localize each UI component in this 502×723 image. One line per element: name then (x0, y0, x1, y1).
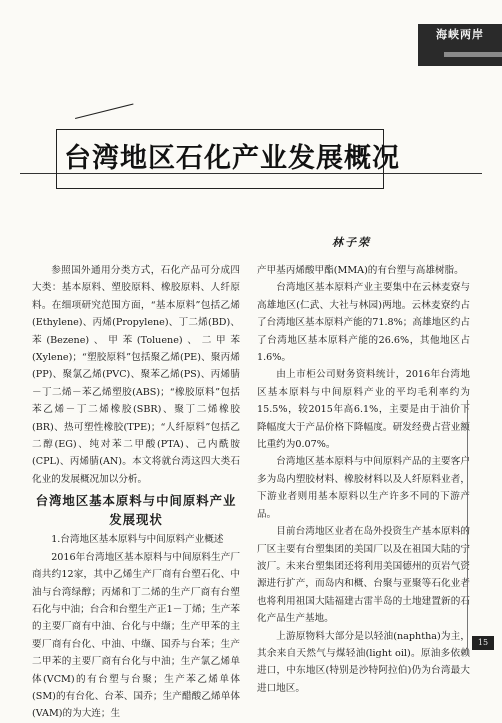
body-paragraph: 产甲基丙烯酸甲酯(MMA)的有台塑与高雄树脂。 (257, 265, 464, 276)
body-paragraph: 上游原物料大部分是以轻油(naphtha)为主，其余来自天然气与煤轻油(light oil)。原油多依赖进口，中东地区(特别是沙特阿拉伯)仍为台湾最大进口地区。 (257, 630, 470, 694)
body-paragraph: 2016年台湾地区基本原料与中间原料生产厂商共约12家，其中乙烯生产厂商有台塑石化、中油与台湾绿醇；丙烯和丁二烯的生产厂商有台塑石化与中油；台合和台塑生产正1－丁烯；生产苯的主要厂商有中油、台化与中缬；生产甲苯的主要厂商有台化、中油、中缬、国乔与台苯；生产二甲苯的主要厂商有台化与中油；生产氯乙烯单体(VCM)的有台塑与台聚；生产苯乙烯单体(SM)的有台化、台苯、国乔；生产醋酸乙烯单体(VAM)的为大连；生 (32, 551, 240, 720)
left-column (32, 262, 240, 723)
body-paragraph: 台湾地区基本原料与中间原料产品的主要客户多为岛内塑胶材料、橡胶材料以及人纤原料业者，下游业者则用基本原料以生产许多不同的下游产品。 (257, 456, 470, 520)
body-paragraph: 目前台湾地区业者在岛外投资生产基本原料的厂区主要有台塑集团的美国厂以及在祖国大陆的宁波厂。未来台塑集团还将利用美国德州的页岩气资源进行扩产，而岛内和概、台聚与亚聚等石化业者也将利用祖国大陆福建古雷半岛的土地建置新的石化产品生产基地。 (257, 526, 470, 625)
section-heading: 台湾地区基本原料与中间原料产业发展现状 (35, 493, 237, 528)
article-title: 台湾地区石化产业发展概况 (64, 143, 400, 174)
intro-paragraph: 参照国外通用分类方式，石化产品可分成四大类：基本原料、塑胶原料、橡胶原料、人纤原料。在细项研究范围方面，“基本原料”包括乙烯(Ethylene)、丙烯(Propylene)、丁二烯(BD)、苯(Bezene)、甲苯(Toluene)、二甲苯(Xylene)；“塑胶原料”包括聚乙烯(PE)、聚丙烯(PP)、聚氯乙烯(PVC)、聚苯乙烯(PS)、丙烯腈－丁二烯－苯乙烯塑胶(ABS)；“橡胶原料”包括苯乙烯－丁二烯橡胶(SBR)、聚丁二烯橡胶(BR)、热可塑性橡胶(TPE)；“人纤原料”包括乙二醇(EG)、纯对苯二甲酸(PTA)、己内酰胺(CPL)、丙烯腈(AN)。本文将就台湾这四大类石化业的发展概况加以分析。 (32, 265, 240, 485)
section-tab-label: 海峡两岸 (436, 28, 484, 41)
page-number: 15 (472, 636, 494, 650)
subsection-heading: 1.台湾地区基本原料与中间原料产业概述 (51, 534, 224, 546)
right-column (257, 262, 470, 697)
section-tab (418, 24, 502, 66)
section-tab-bar (444, 52, 502, 57)
margin-rule (467, 400, 468, 655)
author-name: 林子荣 (332, 236, 371, 249)
body-paragraph: 由上市柜公司财务资料统计，2016年台湾地区基本原料与中间原料产业的平均毛利率约为15.5%，较2015年高6.1%，主要是由于油价下降幅度大于产品价格下降幅度。研发经费占营业额比重约为0.07%。 (257, 369, 470, 451)
body-paragraph: 台湾地区基本原料产业主要集中在云林麦寮与高雄地区(仁武、大社与林园)两地。云林麦寮约占了台湾地区基本原料产能的71.8%；高雄地区约占了台湾地区基本原料产能的26.6%，其他地区占1.6%。 (257, 282, 470, 364)
